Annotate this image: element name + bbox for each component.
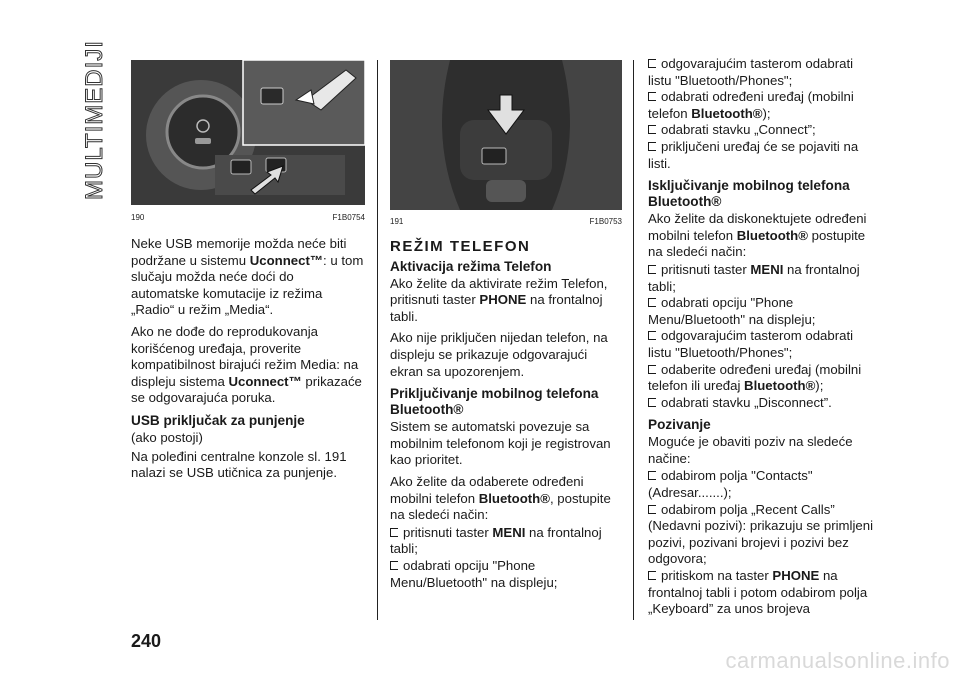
column-divider <box>633 60 634 620</box>
bullet-icon <box>648 125 656 134</box>
paragraph: Na poleđini centralne konzole sl. 191 nalazi se USB utičnica za punjenje. <box>131 448 347 481</box>
list-item: odabrati opciju "Phone Menu/Bluetooth" na displeju; <box>648 295 816 327</box>
section-label: MULTIMEDIJI <box>81 40 109 200</box>
section-title: REŽIM TELEFON <box>390 238 531 255</box>
bullet-icon <box>648 505 656 514</box>
heading-usb-charging: USB priključak za punjenje <box>131 412 305 428</box>
paragraph: Ako želite da odaberete određeni mobilni telefon Bluetooth®, postupite na sledeći način: <box>390 473 611 523</box>
figure-191-caption <box>390 217 622 226</box>
note: (ako postoji) <box>131 429 203 445</box>
column-3-text <box>648 56 880 618</box>
bullet-icon <box>648 365 656 374</box>
column-2-text <box>390 239 622 591</box>
bullet-icon <box>390 561 398 570</box>
list-item: odabirom polja „Recent Calls” (Nedavni pozivi): prikazuju se primljeni pozivi, pozivani brojevi i pozivi bez odgovora; <box>648 501 874 567</box>
heading-connect-phone: Priključivanje mobilnog telefona Bluetooth® <box>390 386 599 418</box>
heading-calling: Pozivanje <box>648 417 711 433</box>
list-item: odabrati određeni uređaj (mobilni telefon Bluetooth®); <box>648 89 854 121</box>
list-item: pritisnuti taster MENI na frontalnoj tabli; <box>648 261 860 294</box>
bullet-icon <box>648 331 656 340</box>
figure-code: F1B0754 <box>332 213 365 222</box>
list-item: odabirom polja "Contacts" (Adresar.......); <box>648 468 813 501</box>
paragraph: Neke USB memorije možda neće biti podržane u sistemu Uconnect™: u tom slučaju možda neće doći do automatske komutacije iz režima „Radio“ u režim „Media“. <box>131 236 364 318</box>
list-item: odabrati opciju "Phone Menu/Bluetooth" na displeju; <box>390 557 558 590</box>
figure-number: 190 <box>131 213 145 222</box>
list-item: odaberite određeni uređaj (mobilni telefon ili uređaj Bluetooth®); <box>648 361 862 394</box>
paragraph: Ako ne dođe do reprodukovanja korišćenog uređaja, proverite kompatibilnost birajući režim Media: na displeju sistema Uconnect™ prikazaće se odgovarajuća poruka. <box>131 323 362 406</box>
figure-191-image <box>390 60 622 210</box>
column-divider <box>377 60 378 620</box>
bullet-icon <box>648 142 656 151</box>
figure-190-image <box>131 60 365 205</box>
list-item: odabrati stavku „Connect”; <box>648 122 880 139</box>
bullet-icon <box>390 528 398 537</box>
bullet-icon <box>648 571 656 580</box>
page-number: 240 <box>131 631 162 651</box>
heading-disconnect-phone: Isključivanje mobilnog telefona Bluetooth® <box>648 178 850 210</box>
list-item: priključeni uređaj će se pojaviti na listi. <box>648 138 859 171</box>
list-item: pritisnuti taster MENI na frontalnoj tabli; <box>390 524 602 557</box>
list-item: odgovarajućim tasterom odabrati listu "Bluetooth/Phones"; <box>648 328 854 360</box>
figure-190-caption <box>131 213 365 222</box>
heading-activate-phone: Aktivacija režima Telefon <box>390 258 552 274</box>
footer-watermark[interactable]: carmanualsonline.info <box>725 648 950 673</box>
column-1-text <box>131 236 365 487</box>
bullet-icon <box>648 298 656 307</box>
figure-code: F1B0753 <box>589 217 622 226</box>
bullet-icon <box>648 92 656 101</box>
list-item: odabrati stavku „Disconnect”. <box>648 395 880 412</box>
bullet-icon <box>648 471 656 480</box>
figure-number: 191 <box>390 217 404 226</box>
bullet-icon <box>648 59 656 68</box>
paragraph: Ako želite da diskonektujete određeni mobilni telefon Bluetooth® postupite na sledeći način: <box>648 211 867 260</box>
bullet-icon <box>648 398 656 407</box>
paragraph: Moguće je obaviti poziv na sledeće načine: <box>648 434 853 466</box>
paragraph: Sistem se automatski povezuje sa mobilnim telefonom koji je registrovan kao prioritet. <box>390 419 611 468</box>
bullet-icon <box>648 265 656 274</box>
paragraph: Ako nije priključen nijedan telefon, na displeju se prikazuje odgovarajući ekran sa upozorenjem. <box>390 330 608 379</box>
list-item: odgovarajućim tasterom odabrati listu "Bluetooth/Phones"; <box>648 56 854 88</box>
list-item: pritiskom na taster PHONE na frontalnoj tabli i potom odabirom polja „Keyboard” za unos brojeva <box>648 568 868 617</box>
paragraph: Ako želite da aktivirate režim Telefon, pritisnuti taster PHONE na frontalnoj tabli. <box>390 275 608 324</box>
